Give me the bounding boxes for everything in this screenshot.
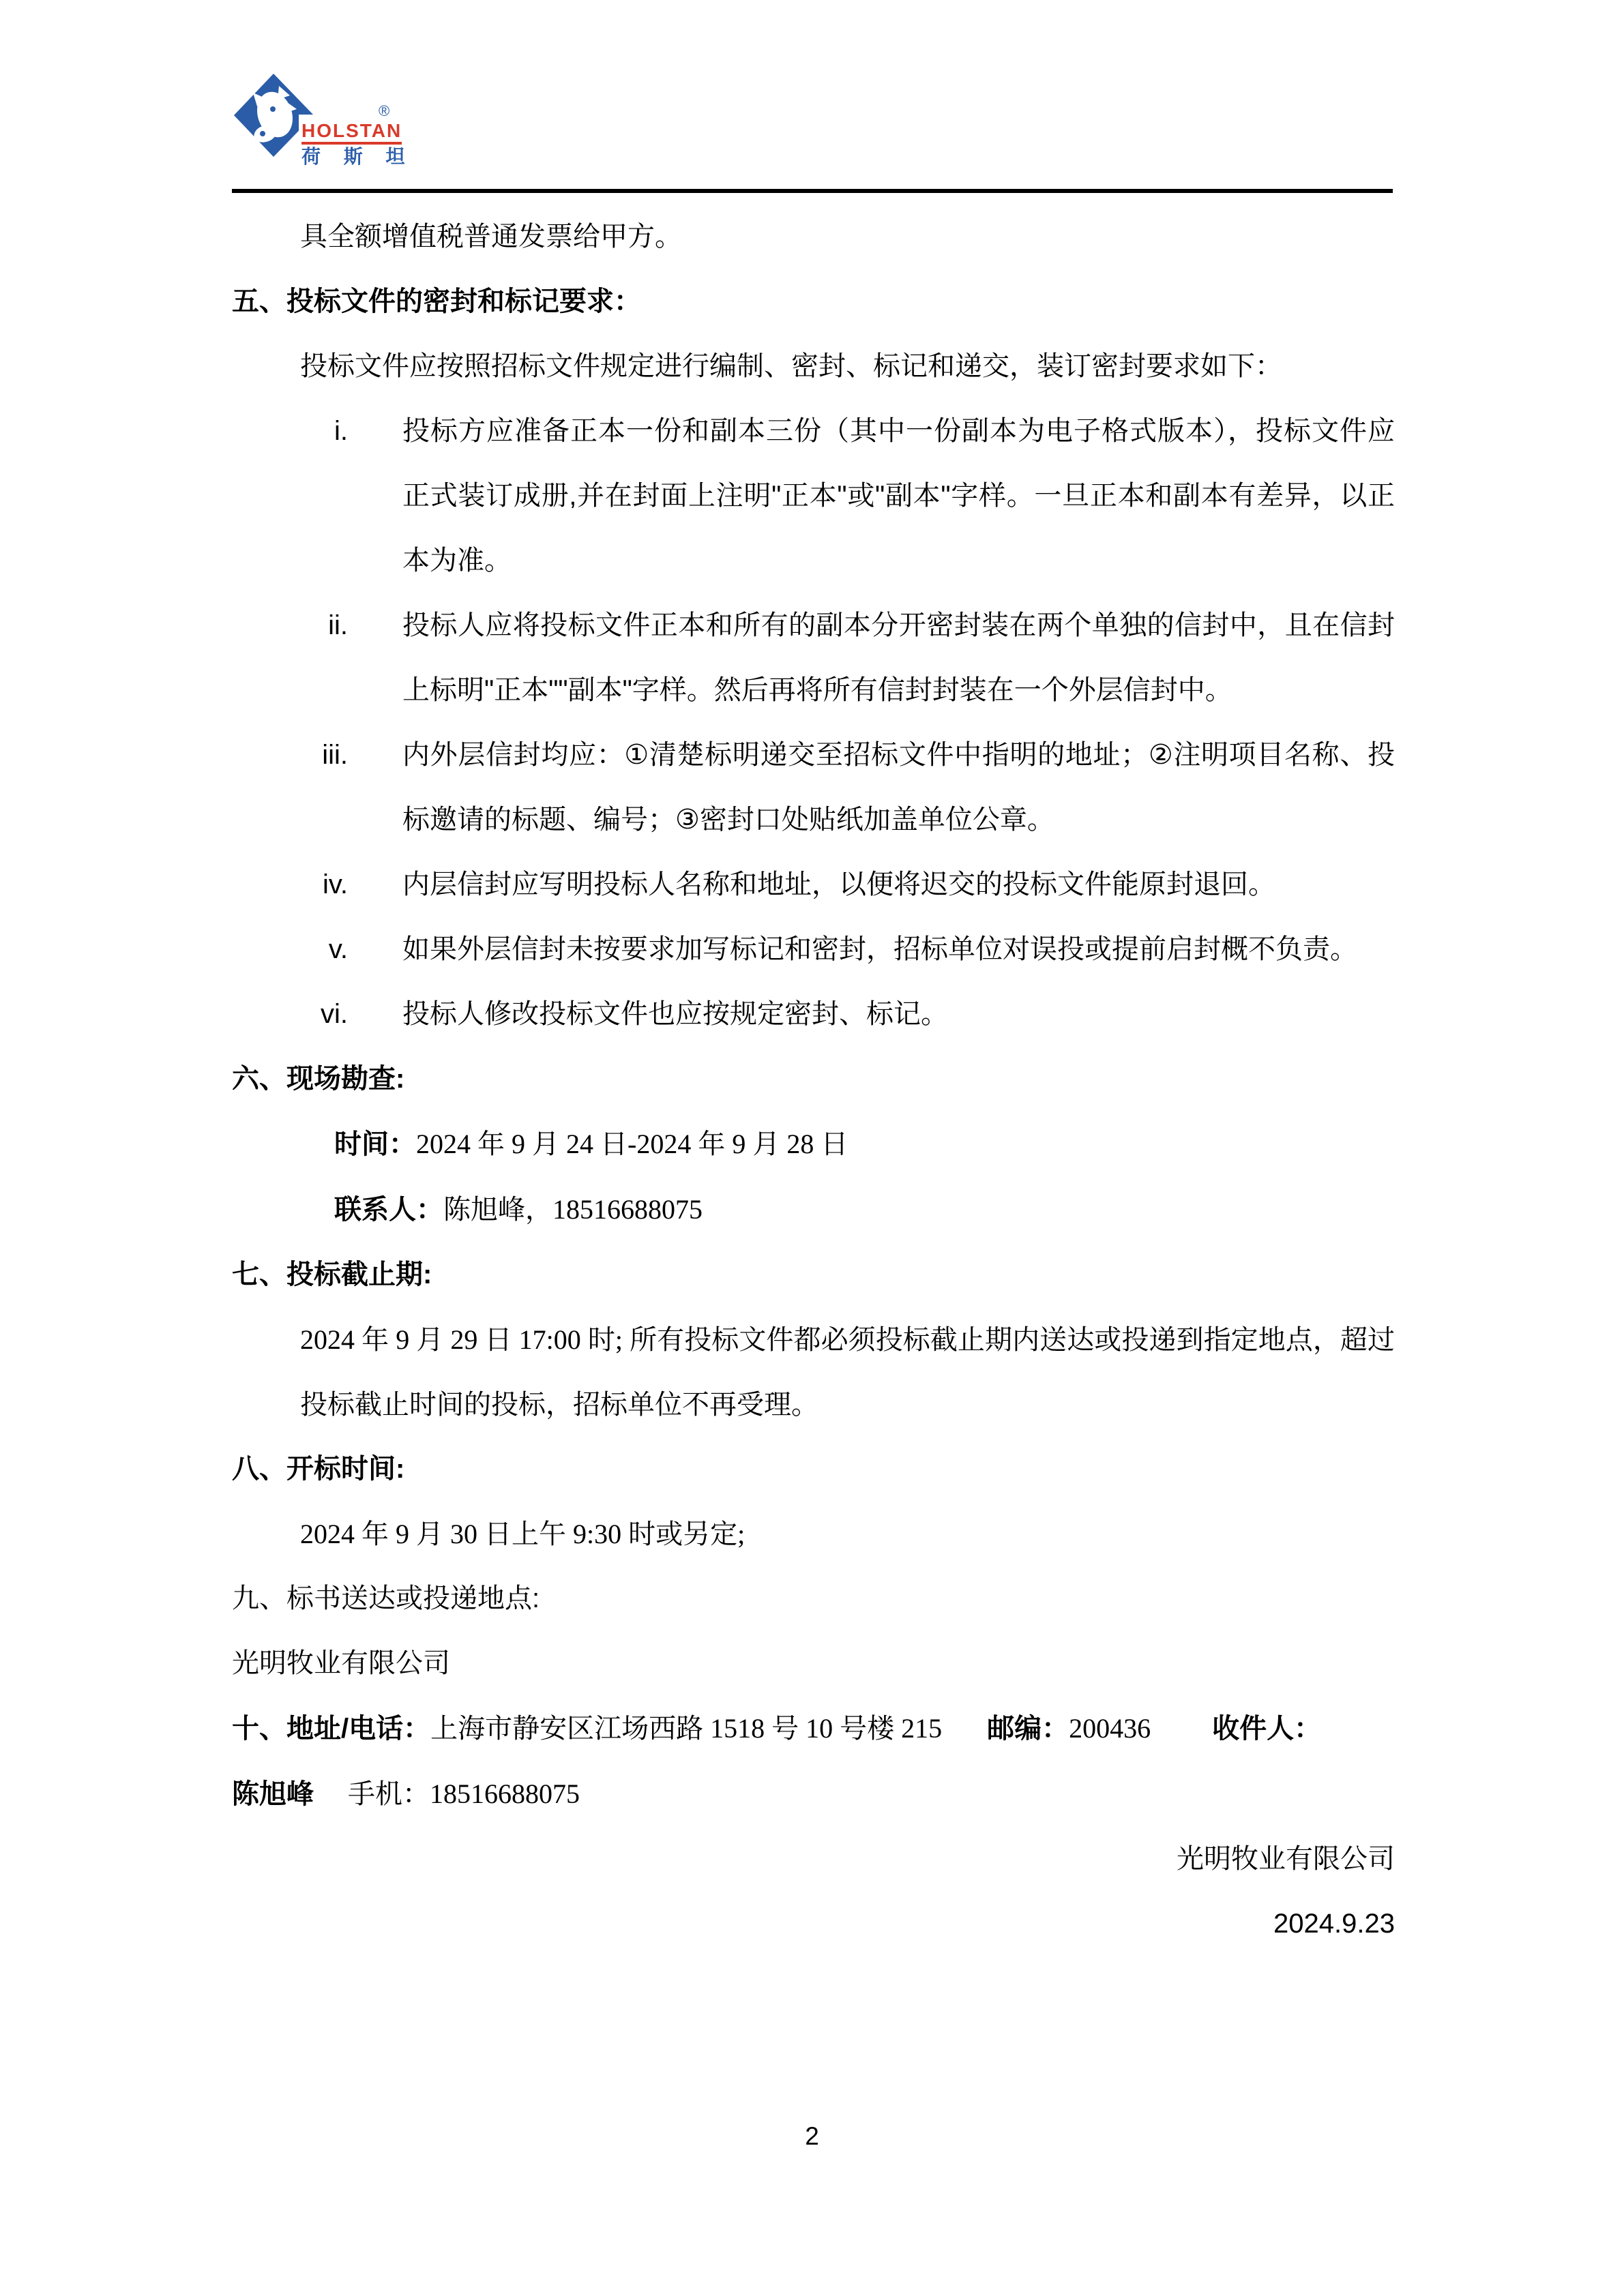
list-item-text: 投标人应将投标文件正本和所有的副本分开密封装在两个单独的信封中，且在信封上标明"正本""副本"字样。然后再将所有信封封装在一个外层信封中。 [402, 610, 1395, 705]
lead-paragraph: 具全额增值税普通发票给甲方。 [300, 222, 682, 252]
contact-label: 联系人： [334, 1195, 443, 1225]
recipient-line [232, 1761, 1395, 1827]
list-item [232, 917, 1395, 982]
list-item-text: 投标人修改投标文件也应按规定密封、标记。 [402, 999, 948, 1029]
address-value: 上海市静安区江场西路 1518 号 10 号楼 215 [430, 1713, 943, 1744]
section8-body: 2024 年 9 月 30 日上午 9:30 时或另定; [300, 1519, 745, 1549]
list-item [232, 982, 1395, 1047]
list-marker: i. [334, 416, 348, 446]
logo-wordmark [299, 115, 417, 166]
time-label: 时间： [334, 1129, 416, 1159]
section5-intro: 投标文件应按照招标文件规定进行编制、密封、标记和递交，装订密封要求如下： [300, 351, 1282, 381]
section9-heading: 九、标书送达或投递地点: [232, 1583, 540, 1613]
signature-date: 2024.9.23 [1273, 1909, 1395, 1939]
list-marker: iii. [322, 740, 348, 770]
postcode-value: 200436 [1069, 1713, 1151, 1744]
recipient-name: 陈旭峰 [232, 1779, 314, 1809]
logo-text-en: HOLSTAN [301, 121, 402, 145]
list-item [232, 593, 1395, 723]
document-body [232, 205, 1395, 1956]
contact-value: 陈旭峰，18516688075 [443, 1194, 703, 1225]
list-item-text: 如果外层信封未按要求加写标记和密封，招标单位对误投或提前启封概不负责。 [402, 934, 1357, 964]
logo-text-zh: 荷 斯 坦 [301, 146, 414, 167]
list-item-text: 投标方应准备正本一份和副本三份（其中一份副本为电子格式版本），投标文件应正式装订成册,并在封面上注明"正本"或"副本"字样。一旦正本和副本有差异，以正本为准。 [402, 416, 1395, 576]
section8-heading: 八、开标时间: [232, 1454, 405, 1484]
site-survey-time [334, 1112, 1395, 1177]
postcode-label: 邮编： [987, 1714, 1069, 1744]
list-marker: iv. [322, 869, 348, 899]
time-value: 2024 年 9 月 24 日-2024 年 9 月 28 日 [416, 1129, 848, 1159]
list-item-text: 内层信封应写明投标人名称和地址，以便将迟交的投标文件能原封退回。 [402, 869, 1275, 899]
site-survey-contact [334, 1177, 1395, 1242]
address-line [232, 1696, 1395, 1761]
delivery-company: 光明牧业有限公司 [232, 1648, 450, 1678]
list-marker: vi. [321, 999, 348, 1029]
list-item [232, 852, 1395, 917]
list-marker: v. [328, 934, 348, 964]
section7-heading: 七、投标截止期: [232, 1259, 432, 1289]
list-item [232, 723, 1395, 852]
section6-heading: 六、现场勘查: [232, 1064, 405, 1094]
page-number: 2 [805, 2122, 819, 2150]
list-marker: ii. [328, 610, 348, 640]
mobile-value: 18516688075 [430, 1778, 580, 1809]
section7-body: 2024 年 9 月 29 日 17:00 时; 所有投标文件都必须投标截止期内送达或投递到指定地点，超过投标截止时间的投标，招标单位不再受理。 [300, 1324, 1395, 1420]
mobile-label: 手机： [348, 1779, 430, 1809]
section5-heading: 五、投标文件的密封和标记要求： [232, 286, 641, 316]
header-divider [232, 189, 1393, 193]
signature-company: 光明牧业有限公司 [1177, 1844, 1395, 1874]
list-item-text: 内外层信封均应：①清楚标明递交至招标文件中指明的地址；②注明项目名称、投标邀请的标题、编号；③密封口处贴纸加盖单位公章。 [402, 740, 1395, 835]
list-item [232, 399, 1395, 593]
section10-heading: 十、地址/电话： [232, 1714, 431, 1744]
holstan-logo [234, 74, 414, 167]
registered-trademark-icon: ® [379, 102, 390, 119]
recipient-label: 收件人： [1212, 1714, 1322, 1744]
